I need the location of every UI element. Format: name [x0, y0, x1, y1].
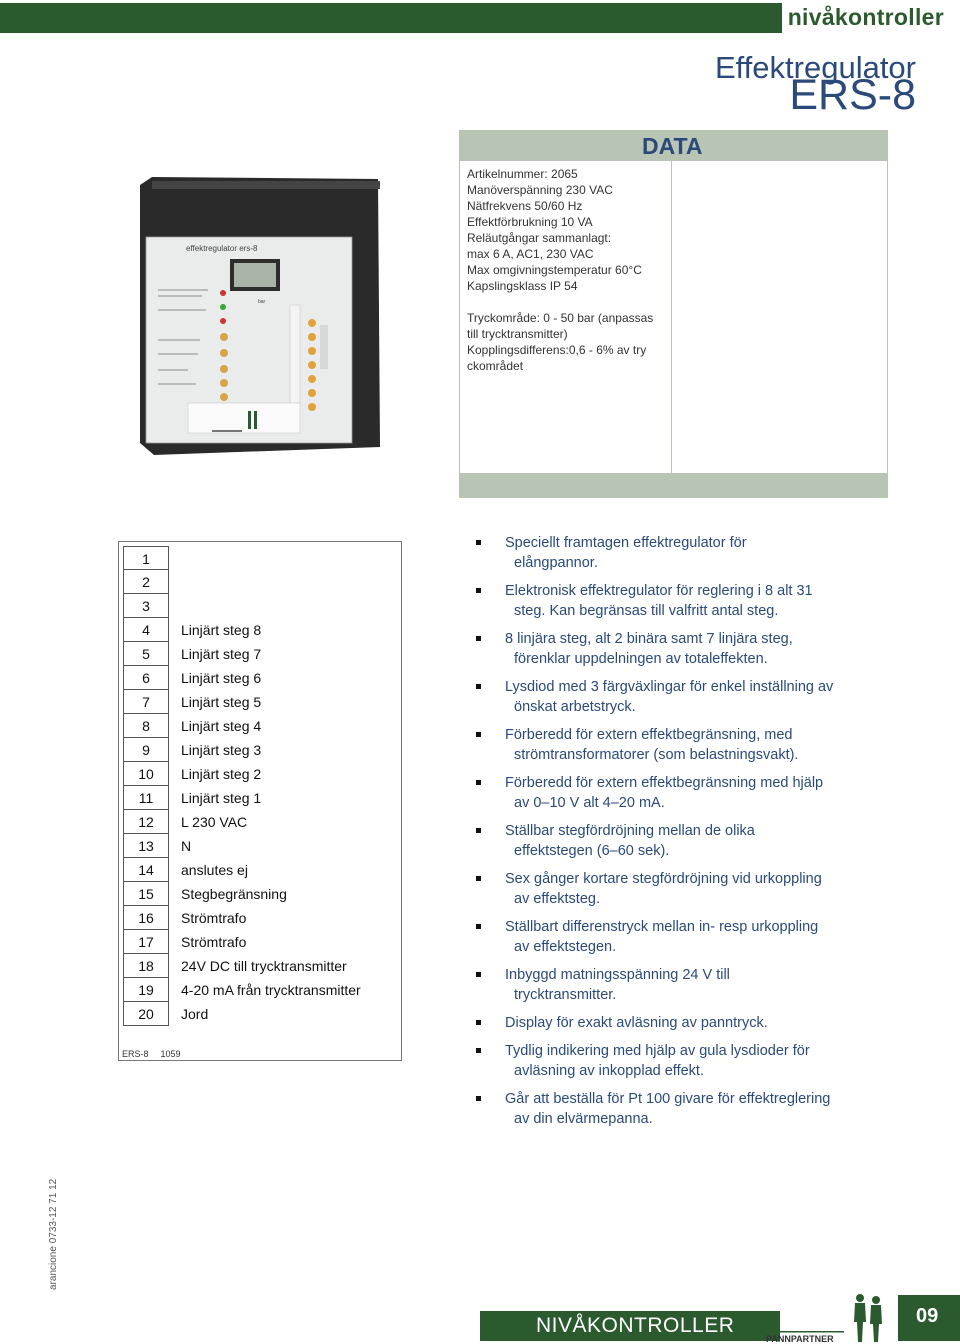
display-unit: bar [258, 299, 266, 305]
spec-line: Tryckområde: 0 - 50 bar (anpassas [467, 311, 654, 325]
feature-item [476, 533, 946, 573]
bullet-icon [476, 588, 481, 593]
bullet-icon [476, 540, 481, 545]
spec-line: Kopplingsdifferens:0,6 - 6% av try [467, 343, 647, 357]
terminal-row [123, 570, 393, 594]
terminal-row [123, 858, 393, 882]
terminal-row [123, 834, 393, 858]
terminal-row [123, 690, 393, 714]
data-box-footer [460, 473, 887, 497]
terminal-label: N [181, 838, 192, 854]
terminal-label: 24V DC till trycktransmitter [181, 958, 347, 974]
brand-name: PANNPARTNER [766, 1334, 834, 1344]
feature-line: av 0–10 V alt 4–20 mA. [514, 795, 665, 811]
feature-item [476, 581, 946, 621]
terminal-label: Linjärt steg 3 [181, 742, 262, 758]
data-box [459, 130, 888, 498]
footer-section: NIVÅKONTROLLER [536, 1314, 735, 1337]
feature-item [476, 917, 946, 957]
terminal-label: 4-20 mA från trycktransmitter [181, 982, 361, 998]
feature-line: Display för exakt avläsning av panntryck. [505, 1015, 768, 1031]
terminal-label: Linjärt steg 4 [181, 718, 262, 734]
feature-line: förenklar uppdelningen av totaleffekten. [514, 651, 768, 667]
feature-line: avläsning av inkopplad effekt. [514, 1063, 704, 1079]
feature-line: Tydlig indikering med hjälp av gula lysdioder för [505, 1043, 810, 1059]
feature-list [476, 533, 946, 1137]
page-number: 09 [916, 1305, 939, 1327]
panel-title: effektregulator ers-8 [186, 244, 258, 253]
terminal-number: 7 [123, 690, 169, 714]
feature-item [476, 725, 946, 765]
drawing-number: 1059 [160, 1049, 181, 1059]
feature-item [476, 965, 946, 1005]
terminal-row [123, 882, 393, 906]
bullet-icon [476, 972, 481, 977]
feature-line: önskat arbetstryck. [514, 699, 636, 715]
terminal-number: 17 [123, 930, 169, 954]
terminal-label: Linjärt steg 7 [181, 646, 262, 662]
terminal-row [123, 906, 393, 930]
terminal-row [123, 642, 393, 666]
bullet-icon [476, 1020, 481, 1025]
terminal-number: 4 [123, 618, 169, 642]
terminal-number: 16 [123, 906, 169, 930]
feature-item [476, 1041, 946, 1081]
terminal-number: 14 [123, 858, 169, 882]
terminal-number: 18 [123, 954, 169, 978]
feature-line: Speciellt framtagen effektregulator för [505, 535, 747, 551]
terminal-row [123, 594, 393, 618]
bullet-icon [476, 876, 481, 881]
bottom-bar [480, 1311, 780, 1341]
terminal-row [123, 546, 393, 570]
terminal-row [123, 666, 393, 690]
pannpartner-logo [764, 1292, 894, 1344]
terminal-row [123, 810, 393, 834]
product-photo [136, 175, 396, 458]
terminal-row [123, 618, 393, 642]
spec-line: till trycktransmitter) [467, 327, 568, 341]
terminal-number: 12 [123, 810, 169, 834]
side-code: arancione 0733-12 71 12 [48, 1178, 59, 1290]
product-model: ERS-8 [789, 71, 916, 119]
terminal-row [123, 714, 393, 738]
spec-list [467, 166, 667, 374]
feature-item [476, 677, 946, 717]
product-title: Effektregulator [714, 50, 916, 85]
terminal-row [123, 738, 393, 762]
terminal-row [123, 786, 393, 810]
terminal-number: 2 [123, 570, 169, 594]
terminal-number: 15 [123, 882, 169, 906]
bullet-icon [476, 828, 481, 833]
terminal-label: L 230 VAC [181, 814, 248, 830]
terminal-number: 13 [123, 834, 169, 858]
feature-line: Ställbart differenstryck mellan in- resp urkoppling [505, 919, 819, 935]
terminal-number: 9 [123, 738, 169, 762]
spec-line: Kapslingsklass IP 54 [467, 279, 578, 293]
feature-line: Sex gånger kortare stegfördröjning vid urkoppling [505, 871, 822, 887]
category-label: nivåkontroller [787, 4, 944, 30]
bullet-icon [476, 732, 481, 737]
terminal-label: Linjärt steg 5 [181, 694, 262, 710]
terminal-row [123, 954, 393, 978]
spec-line: Effektförbrukning 10 VA [467, 215, 593, 229]
terminal-number: 8 [123, 714, 169, 738]
terminal-number: 3 [123, 594, 169, 618]
terminal-diagram [118, 541, 402, 1061]
terminal-number: 10 [123, 762, 169, 786]
terminal-label: Linjärt steg 8 [181, 622, 262, 638]
model-code: ERS-8 [122, 1049, 149, 1059]
terminal-label: Strömtrafo [181, 910, 247, 926]
terminal-diagram-code [122, 1049, 181, 1059]
spec-line: Nätfrekvens 50/60 Hz [467, 199, 583, 213]
feature-line: av effektstegen. [514, 939, 617, 955]
spec-line: Manöverspänning 230 VAC [467, 183, 613, 197]
feature-line: trycktransmitter. [514, 987, 617, 1003]
bullet-icon [476, 1048, 481, 1053]
feature-item [476, 869, 946, 909]
spec-line: Artikelnummer: 2065 [467, 167, 578, 181]
page-number-box [898, 1295, 960, 1341]
feature-item [476, 773, 946, 813]
data-box-header [460, 131, 887, 161]
feature-line: 8 linjära steg, alt 2 binära samt 7 linjära steg, [505, 631, 793, 647]
terminal-number: 11 [123, 786, 169, 810]
feature-line: Förberedd för extern effektbegränsning med hjälp [505, 775, 824, 791]
terminal-label: Linjärt steg 6 [181, 670, 262, 686]
bullet-icon [476, 684, 481, 689]
spec-line: ckområdet [467, 359, 524, 373]
feature-line: Elektronisk effektregulator för reglering i 8 alt 31 [505, 583, 813, 599]
feature-item [476, 821, 946, 861]
feature-line: Går att beställa för Pt 100 givare för effektreglering [505, 1091, 831, 1107]
feature-line: effektstegen (6–60 sek). [514, 843, 670, 859]
bullet-icon [476, 924, 481, 929]
spec-line: Reläutgångar sammanlagt: [467, 231, 612, 245]
terminal-label: Jord [181, 1006, 209, 1022]
terminal-number: 19 [123, 978, 169, 1002]
top-bar [0, 3, 782, 33]
terminal-row [123, 978, 393, 1002]
feature-line: Ställbar stegfördröjning mellan de olika [505, 823, 755, 839]
terminal-number: 20 [123, 1002, 169, 1026]
spec-line: max 6 A, AC1, 230 VAC [467, 247, 594, 261]
feature-item [476, 1013, 946, 1033]
feature-line: elångpannor. [514, 555, 598, 571]
terminal-label: Stegbegränsning [181, 886, 287, 902]
data-heading: DATA [642, 133, 703, 159]
feature-line: steg. Kan begränsas till valfritt antal steg. [514, 603, 779, 619]
terminal-row [123, 1002, 393, 1026]
feature-line: Lysdiod med 3 färgväxlingar för enkel inställning av [505, 679, 834, 695]
feature-item [476, 1089, 946, 1129]
feature-line: strömtransformatorer (som belastningsvakt). [514, 747, 799, 763]
feature-line: av din elvärmepanna. [514, 1111, 653, 1127]
feature-item [476, 629, 946, 669]
terminal-number: 6 [123, 666, 169, 690]
terminal-number: 5 [123, 642, 169, 666]
data-divider [671, 161, 672, 475]
terminal-number: 1 [123, 546, 169, 570]
bullet-icon [476, 636, 481, 641]
terminal-label: Linjärt steg 1 [181, 790, 262, 806]
spec-line: Max omgivningstemperatur 60°C [467, 263, 642, 277]
terminal-label: Strömtrafo [181, 934, 247, 950]
terminal-label: Linjärt steg 2 [181, 766, 262, 782]
terminal-row [123, 762, 393, 786]
feature-line: av effektsteg. [514, 891, 600, 907]
terminal-label: anslutes ej [181, 862, 248, 878]
bullet-icon [476, 1096, 481, 1101]
terminal-row [123, 930, 393, 954]
feature-line: Förberedd för extern effektbegränsning, med [505, 727, 793, 743]
feature-line: Inbyggd matningsspänning 24 V till [505, 967, 730, 983]
bullet-icon [476, 780, 481, 785]
